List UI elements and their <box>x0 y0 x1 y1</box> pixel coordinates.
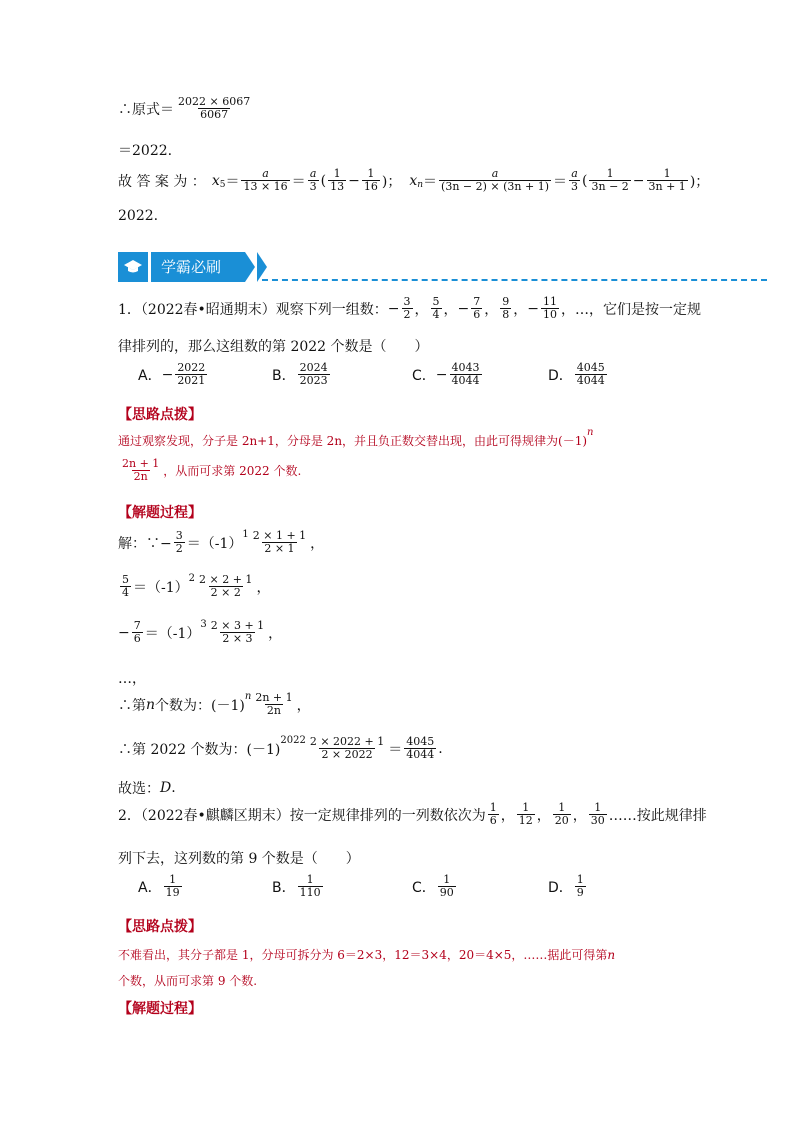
q2-stem-2: 列下去，这列数的第 9 个数是（ ） <box>118 851 360 867</box>
hint-heading: 【思路点拨】 <box>118 407 202 423</box>
solution-heading: 【解题过程】 <box>118 1001 202 1017</box>
text: 1．（2022春•昭通期末）观察下列一组数： <box>118 301 388 318</box>
text: 2022. <box>118 208 159 224</box>
numerator: a <box>309 167 317 180</box>
eq: ＝ <box>225 173 240 190</box>
fraction: $\frac{7}{6}$ <box>473 295 481 322</box>
var: x <box>211 172 220 189</box>
fraction <box>308 168 319 193</box>
q2-hint-1: 不难看出，其分子都是 1，分母可拆分为 6＝2×3，12＝3×4，20＝4×5，……据此可得第 n <box>118 947 616 962</box>
denominator: 13 × 16 <box>243 180 288 194</box>
denominator: 13 <box>330 180 345 194</box>
fraction: $\frac{3}{2}$ <box>403 295 411 322</box>
line-result <box>118 140 172 160</box>
line-answer <box>118 168 709 193</box>
q1-step-4: …， <box>118 671 146 687</box>
q2-option-b[interactable]: B． $\frac{1}{110}$ <box>272 873 321 900</box>
q1-stem-2: 律排列的，那么这组数的第 2022 个数是（ ） <box>118 339 429 355</box>
hint-heading: 【思路点拨】 <box>118 919 202 935</box>
numerator: 1 <box>663 167 671 180</box>
fraction <box>589 168 630 193</box>
denominator: 3 <box>571 180 579 194</box>
numerator: 1 <box>606 167 614 180</box>
q2-option-d[interactable]: D． $\frac{1}{9}$ <box>548 873 584 900</box>
denominator: 3n + 1 <box>648 180 686 194</box>
q1-step-1: 解：∵− $\frac{3}{2}$ ＝（-1） 1 $\frac{2 \times 1 + 1}{2 \times 1}$ ， <box>118 529 325 556</box>
paren: )； <box>689 173 710 190</box>
divider <box>262 279 767 281</box>
q1-hint-1: 通过观察发现，分子是 2n+1，分母是 2n，并且负正数交替出现，由此可得规律为(－1) n <box>118 427 594 448</box>
fraction <box>241 168 289 193</box>
denominator: (3n − 2) × (3n + 1) <box>441 180 550 194</box>
fraction <box>176 96 252 121</box>
line-2022 <box>118 208 158 224</box>
fraction <box>647 168 688 193</box>
q1-hint-2: $\frac{2n + 1}{2n}$ ，从而可求第 2022 个数. <box>122 457 302 484</box>
q1-option-b[interactable]: B． $\frac{2024}{2023}$ <box>272 361 328 388</box>
q2-hint-2: 个数，从而可求第 9 个数. <box>118 974 258 988</box>
paren: ( <box>582 172 588 189</box>
fraction <box>569 168 580 193</box>
sub: n <box>417 179 424 190</box>
text: 故 答 案 为 ： <box>118 173 206 190</box>
q1-step-7: 故选： D . <box>118 780 176 797</box>
denominator: 3n − 2 <box>591 180 629 194</box>
q1-stem: 1．（2022春•昭通期末）观察下列一组数： − $\frac{3}{2}$ ， $\frac{5}{4}$ ， − $\frac{7}{6}$ ， $\frac{9}{8}$ ， − $\frac{11}{10}$ ，…，它们是按一定规 <box>118 295 701 322</box>
minus: − <box>632 172 645 189</box>
denominator: 6067 <box>200 108 229 122</box>
text: ，…，它们是按一定规 <box>561 301 701 318</box>
q1-step-2: $\frac{5}{4}$ ＝（-1） 2 $\frac{2 \times 2 + 1}{2 \times 2}$ ， <box>122 573 271 600</box>
graduation-cap-icon <box>118 252 148 282</box>
q2-option-c[interactable]: C． $\frac{1}{90}$ <box>412 873 454 900</box>
q1-step-6: ∴第 2022 个数为：(－1) 2022 $\frac{2 \times 2022 + 1}{2 \times 2022}$ ＝ $\frac{4045}{4044}$ . <box>118 735 443 762</box>
section-banner <box>118 252 267 282</box>
var: x <box>409 172 418 189</box>
q2-stem: 2．（2022春•麒麟区期末）按一定规律排列的一列数依次为 $\frac{1}{6}$ ， $\frac{1}{12}$ ， $\frac{1}{20}$ ， $\frac{1}{30}$ ……按此规律排 <box>118 801 707 828</box>
fraction: $\frac{5}{4}$ <box>432 295 440 322</box>
minus: − <box>348 172 360 189</box>
banner-title: 学霸必刷 <box>151 252 245 282</box>
fraction <box>439 168 551 193</box>
q1-option-c[interactable]: C． − $\frac{4043}{4044}$ <box>412 361 480 388</box>
line-original-expression <box>118 96 254 121</box>
q2-option-a[interactable]: A． $\frac{1}{19}$ <box>138 873 180 900</box>
eq: ＝ <box>291 173 306 190</box>
numerator: 2022 × 6067 <box>178 95 251 108</box>
numerator: 1 <box>333 167 341 180</box>
paren: ( <box>320 172 327 189</box>
text: ＝2022. <box>118 143 173 159</box>
q1-option-d[interactable]: D． $\frac{4045}{4044}$ <box>548 361 605 388</box>
solution-heading: 【解题过程】 <box>118 505 202 521</box>
numerator: a <box>262 167 269 180</box>
numerator: 1 <box>367 167 375 180</box>
fraction: $\frac{11}{10}$ <box>543 295 557 322</box>
chevron-icon <box>257 252 267 282</box>
sub: 5 <box>219 179 226 190</box>
chevron-icon <box>245 252 255 282</box>
fraction: $\frac{9}{8}$ <box>502 295 510 322</box>
q1-step-3: − $\frac{7}{6}$ ＝（-1） 3 $\frac{2 \times 3 + 1}{2 \times 3}$ ， <box>118 619 283 646</box>
fraction <box>328 168 346 193</box>
paren: )； <box>381 173 402 190</box>
numerator: a <box>571 167 578 180</box>
denominator: 3 <box>309 180 317 194</box>
fraction <box>362 168 380 193</box>
q1-step-5: ∴第 n 个数为：(－1) n $\frac{2n + 1}{2n}$ ， <box>118 691 311 718</box>
denominator: 16 <box>363 180 378 194</box>
numerator: a <box>491 167 499 180</box>
eq: ＝ <box>553 173 568 190</box>
eq: ＝ <box>423 173 438 190</box>
q1-option-a[interactable]: A． − $\frac{2022}{2021}$ <box>138 361 206 388</box>
text: ∴原式＝ <box>118 101 174 118</box>
